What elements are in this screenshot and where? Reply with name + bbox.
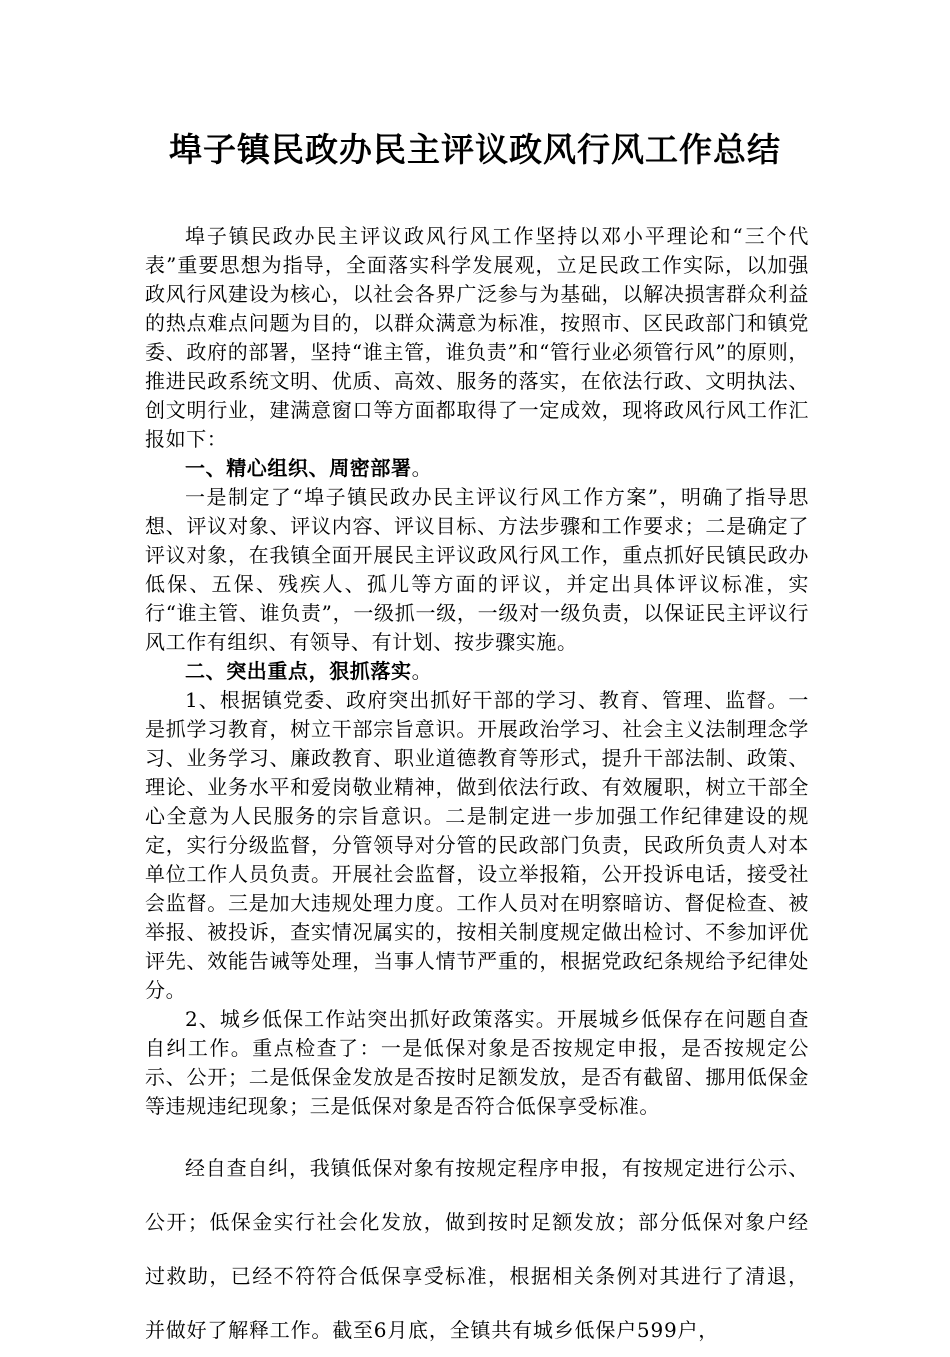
section-2-heading-text: 二、突出重点，狠抓落实 [185, 659, 412, 683]
section-2-item-1: 1、根据镇党委、政府突出抓好干部的学习、教育、管理、监督。一是抓学习教育，树立干部宗旨意识。开展政治学习、社会主义法制理念学习、业务学习、廉政教育、职业道德教育等形式，提升干部法制、政策、理论、业务水平和爱岗敬业精神，做到依法行政、有效履职，树立干部全心全意为人民服务的宗旨意识。二是制定进一步加强工作纪律建设的规定，实行分级监督，分管领导对分管的民政部门负责，民政所负责人对本单位工作人员负责。开展社会监督，设立举报箱，公开投诉电话，接受社会监督。三是加大违规处理力度。工作人员对在明察暗访、督促检查、被举报、被投诉，查实情况属实的，按相关制度规定做出检讨、不参加评优评先、效能告诫等处理，当事人情节严重的，根据党政纪条规给予纪律处分。 [145, 688, 809, 1002]
section-2-heading [145, 657, 809, 686]
section-1-paragraph: 一是制定了“埠子镇民政办民主评议行风工作方案”，明确了指导思想、评议对象、评议内容、评议目标、方法步骤和工作要求；二是确定了评议对象，在我镇全面开展民主评议政风行风工作，重点抓好民镇民政办低保、五保、残疾人、孤儿等方面的评议，并定出具体评议标准，实行“谁主管、谁负责”，一级抓一级，一级对一级负责，以保证民主评议行风工作有组织、有领导、有计划、按步骤实施。 [145, 485, 809, 654]
section-1-heading [145, 454, 809, 483]
section-1-heading-tail: 。 [411, 456, 433, 480]
section-2-item-2: 2、城乡低保工作站突出抓好政策落实。开展城乡低保存在问题自查自纠工作。重点检查了：一是低保对象是否按规定申报，是否按规定公示、公开；二是低保金发放是否按时足额发放，是否有截留、挪用低保金等违规违纪现象；三是低保对象是否符合低保享受标准。 [145, 1007, 809, 1118]
section-1-heading-text: 一、精心组织、周密部署 [185, 456, 412, 480]
document-body [145, 222, 809, 1357]
section-2-heading-tail: 。 [411, 659, 433, 683]
section-2-item-3: 经自查自纠，我镇低保对象有按规定程序申报，有按规定进行公示、公开；低保金实行社会化发放，做到按时足额发放；部分低保对象户经过救助，已经不符符合低保享受标准，根据相关条例对其进行了清退，并做好了解释工作。截至6月底，全镇共有城乡低保户599户， [145, 1156, 809, 1342]
intro-paragraph: 埠子镇民政办民主评议政风行风工作坚持以邓小平理论和“三个代表”重要思想为指导，全面落实科学发展观，立足民政工作实际，以加强政风行风建设为核心，以社会各界广泛参与为基础，以解决损害群众利益的热点难点问题为目的，以群众满意为标准，按照市、区民政部门和镇党委、政府的部署，坚持“谁主管，谁负责”和“管行业必须管行风”的原则，推进民政系统文明、优质、高效、服务的落实，在依法行政、文明执法、创文明行业，建满意窗口等方面都取得了一定成效，现将政风行风工作汇报如下： [145, 224, 809, 451]
document-title: 埠子镇民政办民主评议政风行风工作总结 [169, 130, 781, 169]
